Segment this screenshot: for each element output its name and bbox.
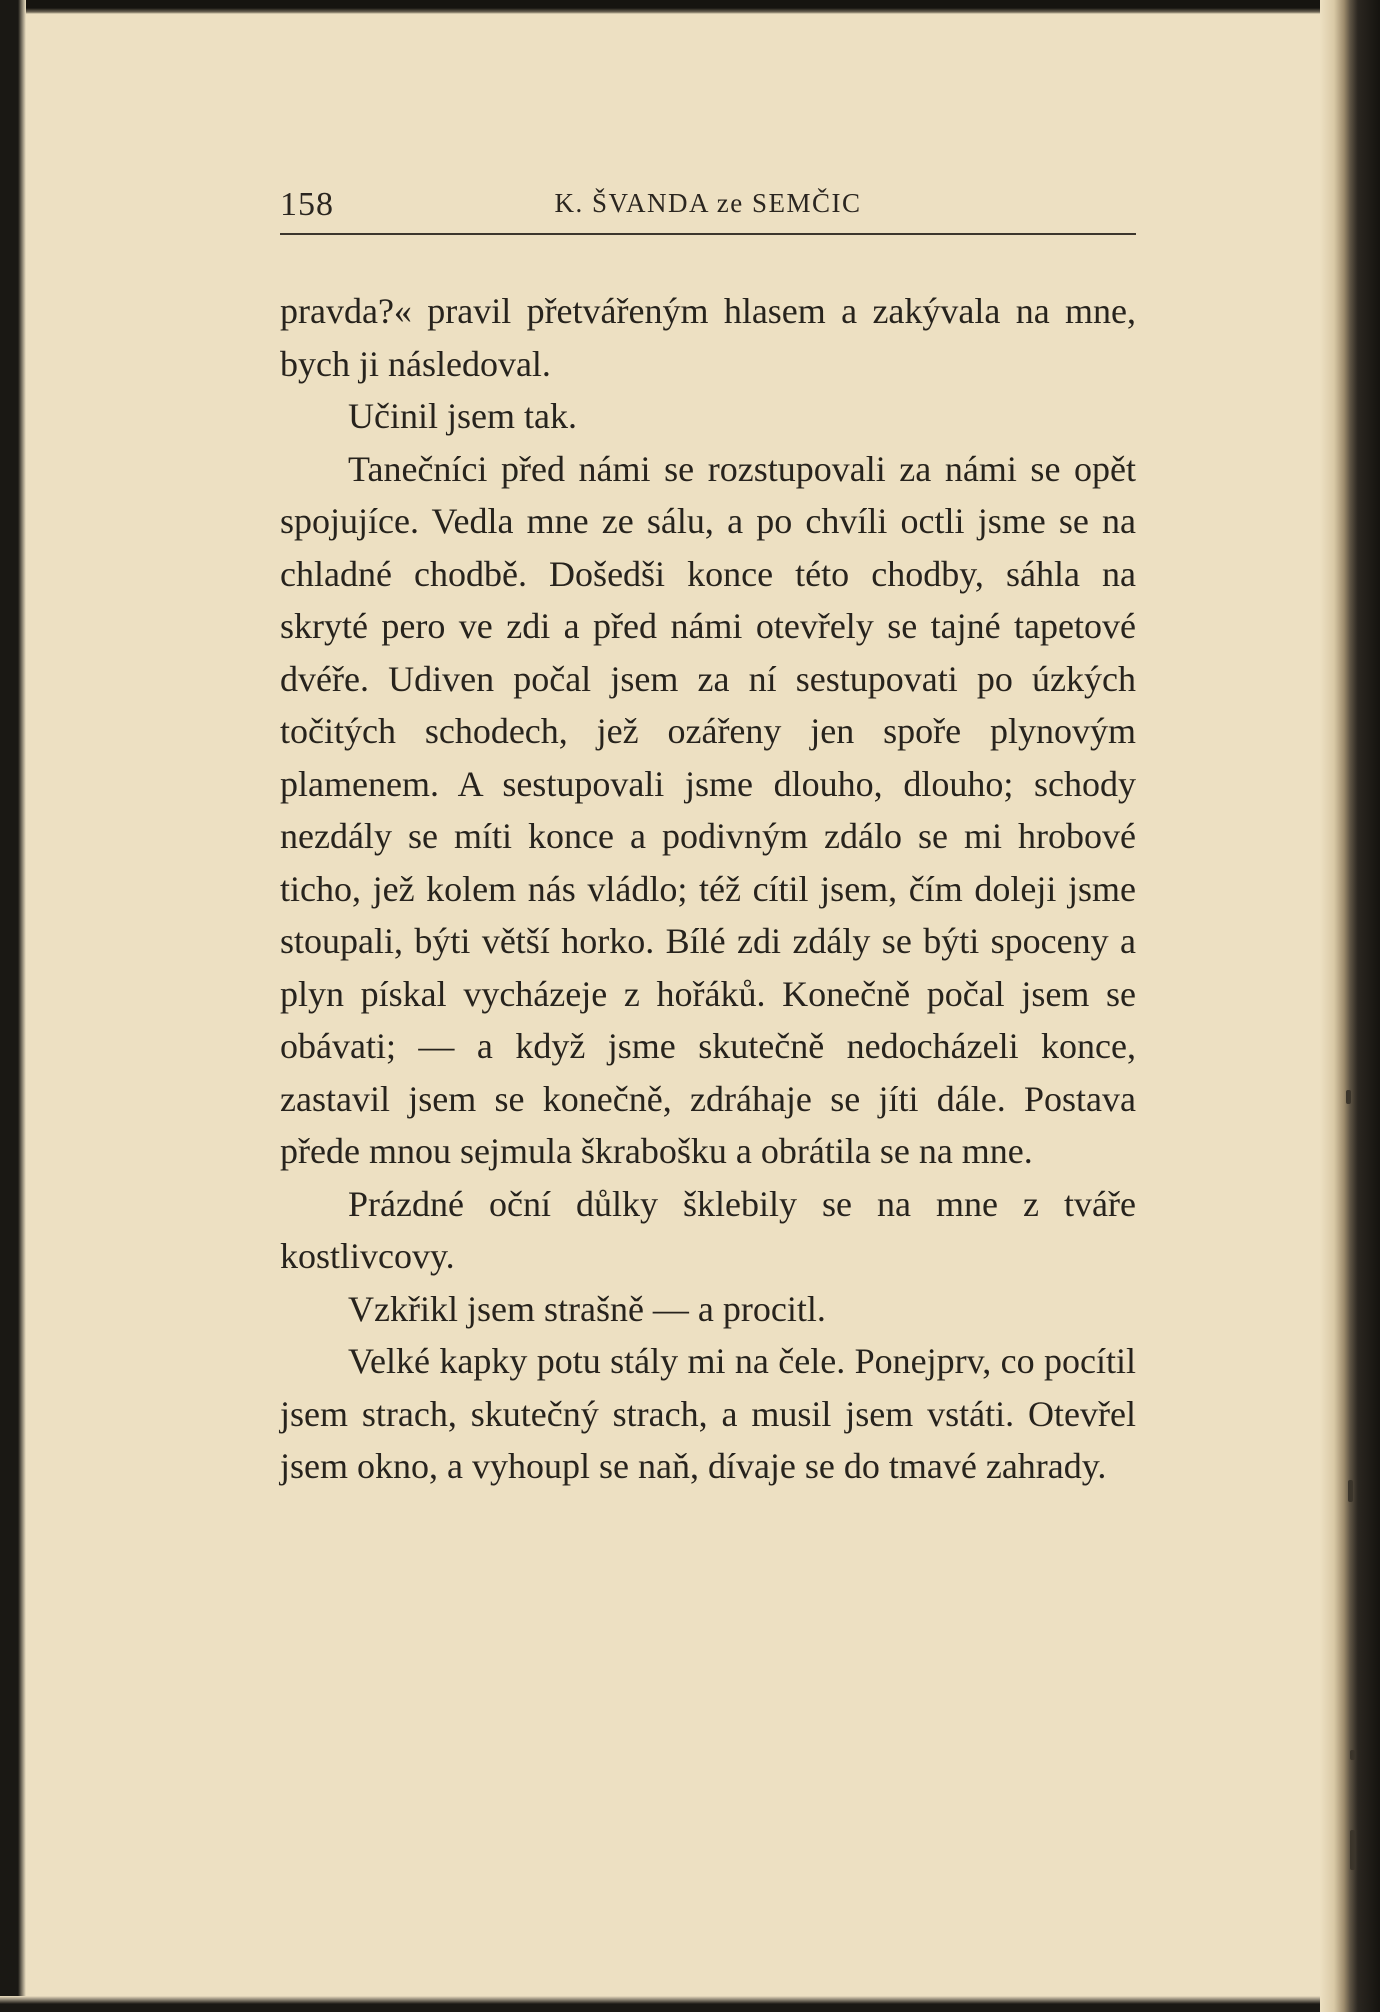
gutter-speck bbox=[1350, 1750, 1355, 1760]
page-gutter-shadow bbox=[1320, 0, 1380, 2012]
body-text bbox=[280, 285, 1136, 1493]
scan-edge-left bbox=[0, 0, 26, 2012]
scan-edge-bottom bbox=[0, 1996, 1380, 2012]
header-rule bbox=[280, 233, 1136, 235]
scan-edge-top bbox=[0, 0, 1380, 14]
paragraph: Tanečníci před námi se rozstupovali za námi se opět spojujíce. Vedla mne ze sálu, a po chvíli octli jsme se na chladné chodbě. Došedši konce této chodby, sáhla na skryté pero ve zdi a před námi otevřely se tajné tapetové dvéře. Udiven počal jsem za ní sestupovati po úzkých točitých schodech, jež ozářeny jen spoře plynovým plamenem. A sestupovali jsme dlouho, dlouho; schody nezdály se míti konce a podivným zdálo se mi hrobové ticho, jež kolem nás vládlo; též cítil jsem, čím doleji jsme stoupali, býti větší horko. Bílé zdi zdály se býti spoceny a plyn pískal vycházeje z hořáků. Konečně počal jsem se obávati; — a když jsme skutečně nedocházeli konce, zastavil jsem se konečně, zdráhaje se jíti dále. Postava přede mnou sejmula škrabošku a obrátila se na mne. bbox=[280, 448, 1136, 1171]
paragraph: Velké kapky potu stály mi na čele. Ponejprv, co pocítil jsem strach, skutečný strach, a musil jsem vstáti. Otevřel jsem okno, a vyhoupl se naň, dívaje se do tmavé zahrady. bbox=[280, 1341, 1136, 1486]
gutter-speck bbox=[1348, 1480, 1353, 1502]
paragraph: pravda?« pravil přetvářeným hlasem a zakývala na mne, bych ji následoval. bbox=[280, 291, 1136, 384]
gutter-speck bbox=[1346, 1090, 1351, 1104]
page-number: 158 bbox=[280, 186, 334, 223]
paragraph: Vzkřikl jsem strašně — a procitl. bbox=[348, 1288, 826, 1329]
page-header bbox=[280, 186, 1136, 230]
gutter-speck bbox=[1350, 1830, 1355, 1870]
running-head: K. ŠVANDA ze SEMČIC bbox=[554, 188, 862, 218]
paragraph: Prázdné oční důlky šklebily se na mne z tváře kostlivcovy. bbox=[280, 1183, 1136, 1276]
paragraph: Učinil jsem tak. bbox=[348, 396, 577, 436]
